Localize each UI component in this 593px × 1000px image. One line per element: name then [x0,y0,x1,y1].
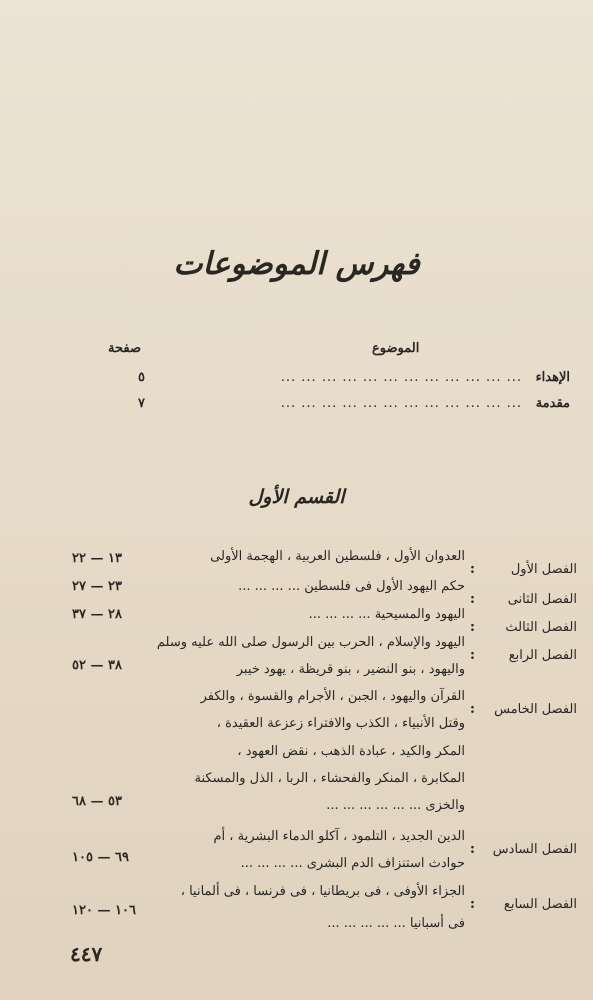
chapter-line: فى أسبانيا ... ... ... ... ... [327,916,465,931]
chapter-pages: ٦٩ — ١٠٥ [72,850,129,865]
chapter-label: الفصل الرابع [508,648,577,663]
chapter-line: حوادث استنزاف الدم البشرى ... ... ... ... [240,856,465,871]
chapter-colon: : [469,647,475,663]
front-matter-page: ٥ [138,370,145,385]
page-number: ٤٤٧ [70,942,103,966]
leader-dots: ... ... ... ... ... ... ... ... ... ... ... ... [280,370,522,385]
chapter-pages: ٥٣ — ٦٨ [72,794,122,809]
chapter-colon: : [469,896,475,912]
chapter-line: حكم اليهود الأول فى فلسطين ... ... ... ... [238,579,465,594]
front-matter-page: ٧ [138,396,145,411]
chapter-line: واليهود ، بنو النضير ، بنو قريظة ، يهود خيبر [236,662,465,677]
chapter-pages: ٢٨ — ٣٧ [72,607,122,622]
leader-dots: ... ... ... ... ... ... ... ... ... ... ... ... [280,396,522,411]
topic-column-header: الموضوع [372,341,420,356]
chapter-pages: ٢٣ — ٢٧ [72,579,122,594]
chapter-label: الفصل السادس [492,842,577,857]
chapter-label: الفصل الثانى [507,592,577,607]
chapter-label: الفصل الثالث [505,620,577,635]
chapter-label: الفصل السابع [503,897,577,912]
chapter-line: المكابرة ، المنكر والفحشاء ، الربا ، الذل والمسكنة [194,771,465,786]
front-matter-row [50,396,570,418]
chapter-label: الفصل الخامس [494,702,577,717]
chapter-colon: : [469,701,475,717]
chapter-line: اليهود والإسلام ، الحرب بين الرسول صلى الله عليه وسلم [156,635,465,650]
page-title: فهرس الموضوعات [173,246,420,282]
chapter-pages: ٣٨ — ٥٢ [72,658,122,673]
chapter-line: المكر والكيد ، عبادة الذهب ، نقض العهود ، [237,744,465,759]
chapter-line: العدوان الأول ، فلسطين العربية ، الهجمة الأولى [210,549,465,564]
chapter-line: الدين الجديد ، التلمود ، آكلو الدماء البشرية ، أم [213,829,465,844]
chapter-label: الفصل الأول [510,562,577,577]
front-matter-label: مقدمة [535,396,570,411]
chapter-line: القرآن واليهود ، الجبن ، الأجرام والقسوة ، والكفر [200,689,465,704]
chapter-colon: : [469,619,475,635]
chapter-line: الجزاء الأوفى ، فى بريطانيا ، فى فرنسا ، فى ألمانيا ، [180,884,465,899]
front-matter-row [50,370,570,392]
chapter-colon: : [469,591,475,607]
chapter-colon: : [469,561,475,577]
chapter-pages: ١٣ — ٢٢ [72,551,122,566]
page-column-header: صفحة [108,341,141,356]
front-matter-label: الإهداء [535,370,570,385]
chapter-line: والخزى ... ... ... ... ... ... [326,798,465,813]
section-title: القسم الأول [248,486,345,508]
chapter-line: اليهود والمسيحية ... ... ... ... [308,607,465,622]
chapter-colon: : [469,841,475,857]
chapter-line: وقتل الأنبياء ، الكذب والافتراء زعزعة العقيدة ، [216,716,465,731]
chapter-pages: ١٠٦ — ١٢٠ [72,903,136,918]
